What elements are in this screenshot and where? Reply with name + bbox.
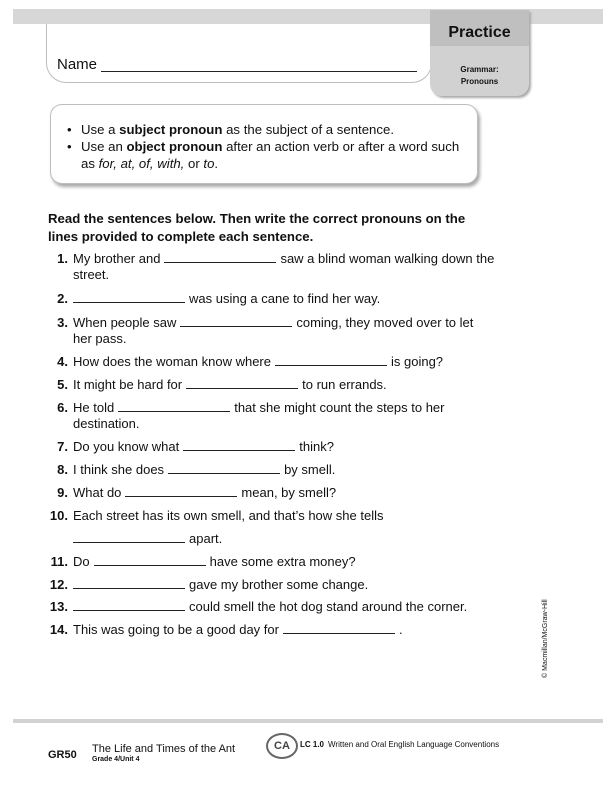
answer-blank[interactable] — [168, 462, 280, 474]
bullet: • — [67, 139, 72, 154]
answer-blank[interactable] — [73, 531, 185, 543]
footer-grade: Grade 4/Unit 4 — [92, 756, 140, 763]
copyright-notice: © Macmillan/McGraw-Hill — [542, 599, 549, 678]
answer-blank[interactable] — [73, 291, 185, 303]
answer-blank[interactable] — [73, 599, 185, 611]
footer-divider — [13, 719, 603, 723]
answer-blank[interactable] — [283, 622, 395, 634]
answer-blank[interactable] — [275, 354, 387, 366]
answer-blank[interactable] — [118, 400, 230, 412]
footer-standard: LC 1.0 Written and Oral English Language Conventions — [300, 740, 500, 749]
practice-tab — [430, 10, 529, 96]
rules-box: • Use a subject pronoun as the subject of a sentence. • Use an object pronoun after an action verb or after a word such as for, at, of, with, or to. — [50, 104, 478, 184]
bullet: • — [67, 122, 72, 137]
ca-standard-icon: CA — [266, 733, 298, 759]
page-code: GR50 — [48, 749, 77, 761]
answer-blank[interactable] — [125, 485, 237, 497]
footer-title: The Life and Times of the Ant — [92, 743, 236, 755]
answer-blank[interactable] — [73, 577, 185, 589]
answer-blank[interactable] — [164, 251, 276, 263]
answer-blank[interactable] — [183, 439, 295, 451]
topic-label: Pronouns — [460, 77, 499, 86]
answer-blank[interactable] — [180, 315, 292, 327]
name-field[interactable] — [101, 71, 417, 72]
grammar-label: Grammar: — [460, 65, 499, 74]
name-label: Name — [57, 56, 98, 73]
instructions: Read the sentences below. Then write the correct pronouns on the lines provided to complete each sentence. — [48, 211, 466, 244]
practice-title: Practice — [430, 10, 529, 46]
name-card — [46, 24, 432, 83]
answer-blank[interactable] — [186, 377, 298, 389]
answer-blank[interactable] — [94, 554, 206, 566]
